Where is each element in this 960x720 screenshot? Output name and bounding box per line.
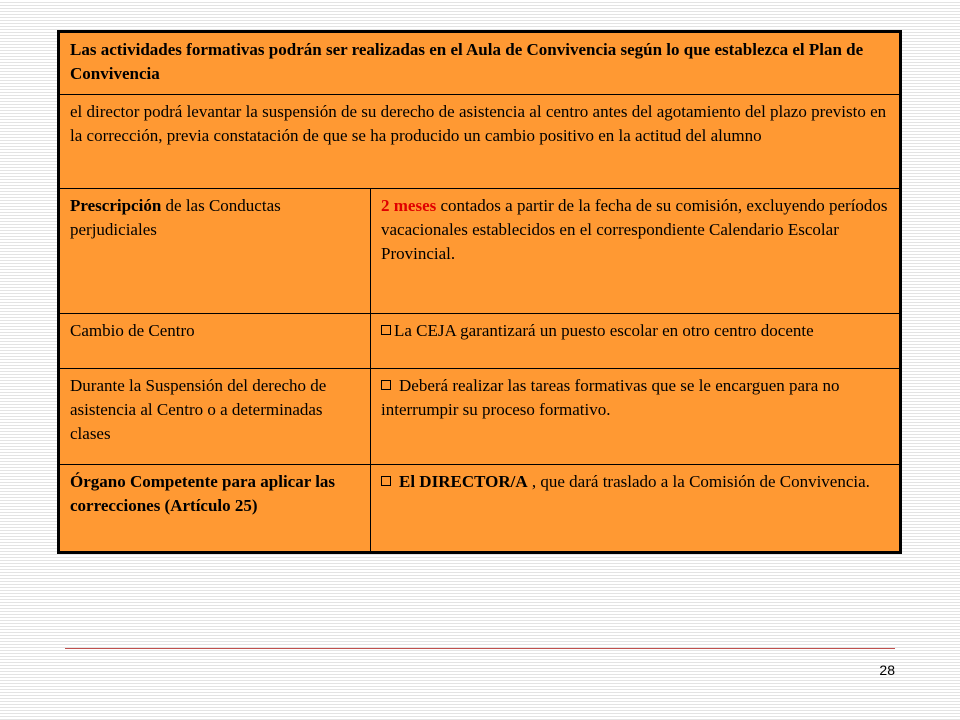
square-bullet-icon: [381, 476, 391, 486]
table-row: [59, 95, 901, 189]
row-aula-convivencia: Las actividades formativas podrán ser realizadas en el Aula de Convivencia según lo que establezca el Plan de Convivencia: [59, 32, 901, 95]
cambio-centro-value: La CEJA garantizará un puesto escolar en otro centro docente: [394, 321, 814, 340]
suspension-label: Durante la Suspensión del derecho de asistencia al Centro o a determinadas clases: [59, 369, 371, 465]
organo-competente-value-bold: El DIRECTOR/A: [399, 472, 528, 491]
row-levantar-suspension: el director podrá levantar la suspensión de su derecho de asistencia al centro antes del agotamiento del plazo previsto en la corrección, previa constatación de que se ha producido un cambio positivo en la actitud del alumno: [59, 95, 901, 189]
rules-table: [57, 30, 902, 554]
suspension-value: Deberá realizar las tareas formativas que se le encarguen para no interrumpir su proceso formativo.: [381, 376, 840, 419]
footer-divider: [65, 648, 895, 649]
table-row: [59, 465, 901, 553]
table-row: [59, 314, 901, 369]
square-bullet-icon: [381, 325, 391, 335]
table-row: [59, 32, 901, 95]
square-bullet-icon: [381, 380, 391, 390]
prescripcion-label-rest: de las Conductas perjudiciales: [70, 196, 281, 239]
organo-competente-value-rest: , que dará traslado a la Comisión de Convivencia.: [527, 472, 870, 491]
prescripcion-value-cell: [371, 189, 901, 314]
cambio-centro-label: Cambio de Centro: [59, 314, 371, 369]
page-number: 28: [879, 662, 895, 678]
prescripcion-value-rest: contados a partir de la fecha de su comisión, excluyendo períodos vacacionales establecidos en el correspondiente Calendario Escolar Provincial.: [381, 196, 888, 263]
prescripcion-value-red: 2 meses: [381, 196, 437, 215]
cambio-centro-value-cell: [371, 314, 901, 369]
table-row: [59, 189, 901, 314]
suspension-value-cell: [371, 369, 901, 465]
prescripcion-label-bold: Prescripción: [70, 196, 162, 215]
organo-competente-value-cell: [371, 465, 901, 553]
prescripcion-label-cell: [59, 189, 371, 314]
table-row: [59, 369, 901, 465]
organo-competente-label: Órgano Competente para aplicar las correcciones (Artículo 25): [59, 465, 371, 553]
